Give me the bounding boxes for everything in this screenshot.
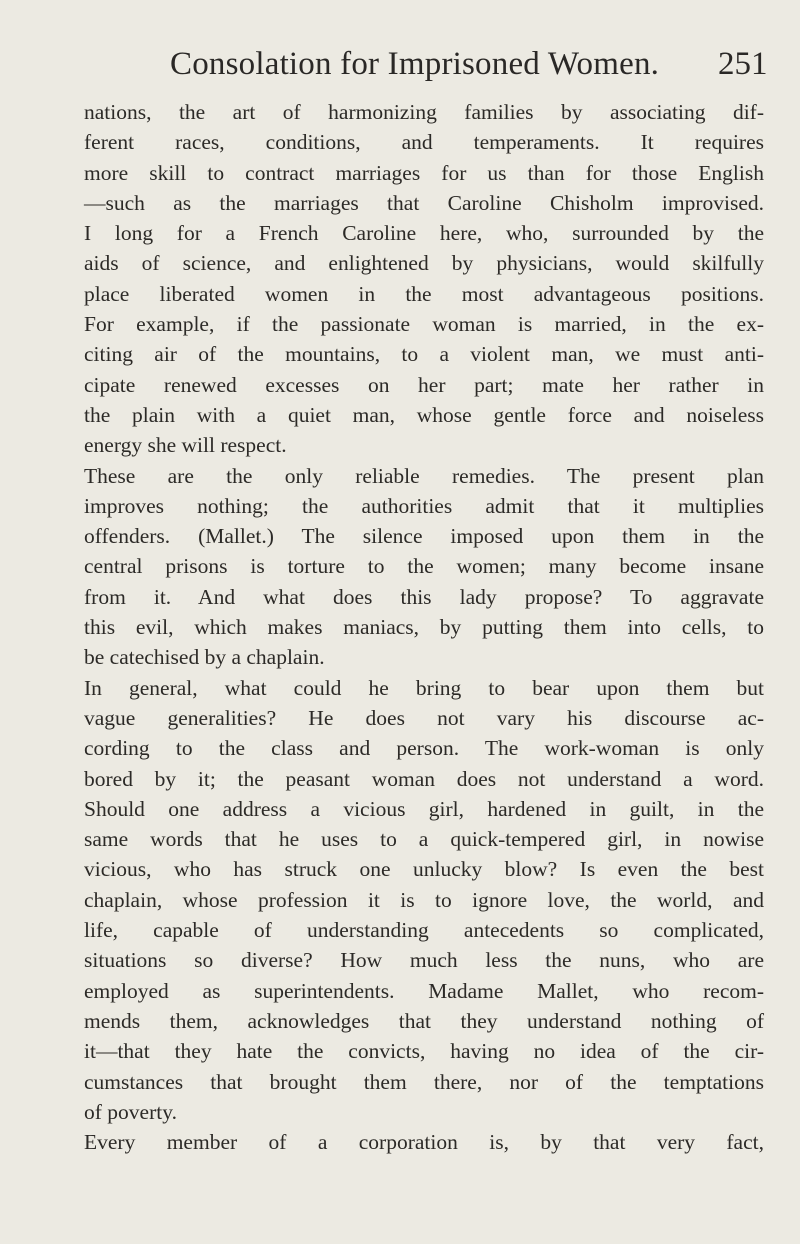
text-line: For example, if the passionate woman is married, in the ex- (84, 312, 764, 337)
text-line: bored by it; the peasant woman does not understand a word. (84, 766, 764, 791)
running-head (0, 46, 800, 92)
text-line: Should one address a vicious girl, hardened in guilt, in the (84, 796, 764, 821)
text-line: vicious, who has struck one unlucky blow? Is even the best (84, 857, 764, 882)
text-line: it—that they hate the convicts, having no idea of the cir- (84, 1039, 764, 1064)
text-line: vague generalities? He does not vary his discourse ac- (84, 705, 764, 730)
text-line: mends them, acknowledges that they understand nothing of (84, 1008, 764, 1033)
running-title: Consolation for Imprisoned Women. (170, 46, 660, 82)
text-line: offenders. (Mallet.) The silence imposed upon them in the (84, 524, 764, 549)
text-line: be catechised by a chaplain. (84, 645, 325, 670)
text-line: I long for a French Caroline here, who, surrounded by the (84, 221, 764, 246)
text-line: the plain with a quiet man, whose gentle force and noiseless (84, 402, 764, 427)
text-line: ferent races, conditions, and temperaments. It requires (84, 130, 764, 155)
text-line: cumstances that brought them there, nor of the temptations (84, 1069, 764, 1094)
text-line: place liberated women in the most advantageous positions. (84, 281, 764, 306)
text-line: citing air of the mountains, to a violent man, we must anti- (84, 342, 764, 367)
text-line: life, capable of understanding antecedents so complicated, (84, 918, 764, 943)
text-line: this evil, which makes maniacs, by putting them into cells, to (84, 615, 764, 640)
text-line: situations so diverse? How much less the nuns, who are (84, 948, 764, 973)
text-line: cipate renewed excesses on her part; mate her rather in (84, 372, 764, 397)
text-line: same words that he uses to a quick-tempered girl, in nowise (84, 827, 764, 852)
text-line: These are the only reliable remedies. The present plan (84, 463, 764, 488)
text-line: energy she will respect. (84, 433, 287, 458)
text-line: more skill to contract marriages for us than for those English (84, 160, 764, 185)
text-line: chaplain, whose profession it is to ignore love, the world, and (84, 887, 764, 912)
body-text (84, 97, 764, 1157)
text-line: improves nothing; the authorities admit that it multiplies (84, 493, 764, 518)
text-line: of poverty. (84, 1099, 177, 1124)
text-line: cording to the class and person. The work-woman is only (84, 736, 764, 761)
text-line: employed as superintendents. Madame Mallet, who recom- (84, 978, 764, 1003)
text-line: nations, the art of harmonizing families by associating dif- (84, 100, 764, 124)
text-line: In general, what could he bring to bear upon them but (84, 675, 764, 700)
text-line: aids of science, and enlightened by physicians, would skilfully (84, 251, 764, 276)
text-line: Every member of a corporation is, by that very fact, (84, 1130, 764, 1155)
text-line: central prisons is torture to the women; many become insane (84, 554, 764, 579)
text-line: from it. And what does this lady propose? To aggravate (84, 584, 764, 609)
page-number: 251 (718, 46, 768, 82)
text-line: —such as the marriages that Caroline Chisholm improvised. (84, 190, 764, 215)
